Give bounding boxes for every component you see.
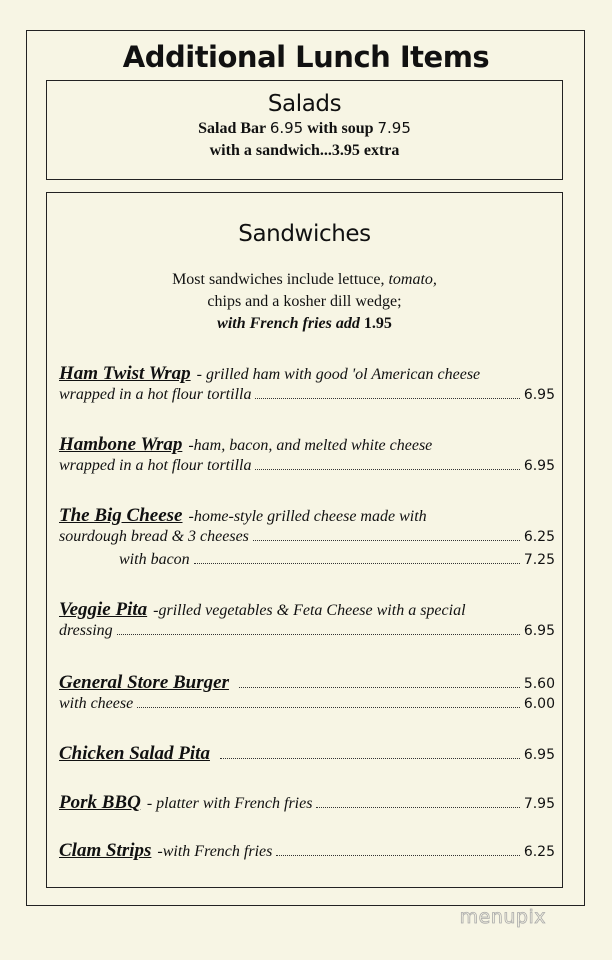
sandwiches-section (46, 192, 563, 888)
dot-leader (194, 563, 520, 564)
item-price: 6.95 (523, 458, 555, 474)
menu-item (59, 599, 555, 645)
item-name: General Store Burger (59, 672, 229, 693)
item-name: Hambone Wrap (59, 434, 183, 455)
item-description: -with French fries (157, 843, 273, 860)
salad-sandwich-line: with a sandwich...3.95 extra (209, 142, 400, 159)
item-name: Veggie Pita (59, 599, 148, 620)
menu-item (59, 743, 555, 766)
item-name: Clam Strips (59, 840, 152, 861)
dot-leader (220, 758, 520, 759)
item-price: 6.25 (523, 529, 555, 545)
item-description: -ham, bacon, and melted white cheese (188, 437, 433, 454)
intro-fries-label: with French fries add (217, 315, 360, 332)
intro-text-2: chips and a kosher dill wedge; (207, 293, 402, 310)
dot-leader (316, 807, 519, 808)
item-name: Ham Twist Wrap (59, 363, 191, 384)
item-name: The Big Cheese (59, 505, 183, 526)
dot-leader (276, 855, 519, 856)
intro-text-1: Most sandwiches include lettuce, (172, 271, 385, 288)
item-description-cont: sourdough bread & 3 cheeses (59, 528, 249, 545)
dot-leader (117, 634, 520, 635)
item-name: Chicken Salad Pita (59, 743, 210, 764)
intro-fries-price: 1.95 (363, 315, 392, 332)
item-option: with cheese (59, 695, 134, 712)
dot-leader (255, 398, 519, 399)
item-name: Pork BBQ (59, 792, 141, 813)
item-price: 6.95 (523, 623, 555, 639)
dot-leader (253, 540, 520, 541)
dot-leader (239, 687, 520, 688)
item-description: - platter with French fries (146, 795, 313, 812)
salad-soup-price: 7.95 (377, 119, 411, 137)
item-price: 7.95 (523, 796, 555, 812)
page-title: Additional Lunch Items (122, 40, 490, 74)
item-option: with bacon (119, 551, 190, 568)
item-description-cont: dressing (59, 622, 113, 639)
menu-item (59, 840, 555, 863)
item-price: 6.25 (523, 844, 555, 860)
dot-leader (137, 707, 520, 708)
item-price: 6.95 (523, 387, 555, 403)
item-description: -grilled vegetables & Feta Cheese with a special (153, 602, 466, 619)
item-description: - grilled ham with good 'ol American cheese (196, 366, 481, 383)
salads-heading: Salads (267, 91, 342, 117)
item-description-cont: wrapped in a hot flour tortilla (59, 386, 252, 403)
salad-soup-label: with soup (307, 120, 374, 137)
menupix-watermark: menupix (459, 906, 546, 928)
item-price: 6.95 (523, 747, 555, 763)
item-description: -home-style grilled cheese made with (188, 508, 427, 525)
item-price: 5.60 (523, 676, 555, 692)
item-option-price: 6.00 (523, 696, 555, 712)
item-option-price: 7.25 (523, 552, 555, 568)
item-description-cont: wrapped in a hot flour tortilla (59, 457, 252, 474)
intro-text-1-italic: tomato, (388, 271, 437, 288)
sandwiches-heading: Sandwiches (238, 221, 371, 247)
menu-item (59, 505, 555, 574)
salads-section (46, 80, 563, 180)
salad-bar-price: 6.95 (269, 119, 304, 137)
menu-item (59, 363, 555, 409)
menu-item (59, 434, 555, 480)
dot-leader (255, 469, 519, 470)
salad-bar-label: Salad Bar (198, 120, 266, 137)
menu-item (59, 792, 555, 815)
menu-item (59, 672, 555, 718)
salad-bar-line (47, 117, 562, 140)
sandwiches-intro (47, 269, 562, 335)
